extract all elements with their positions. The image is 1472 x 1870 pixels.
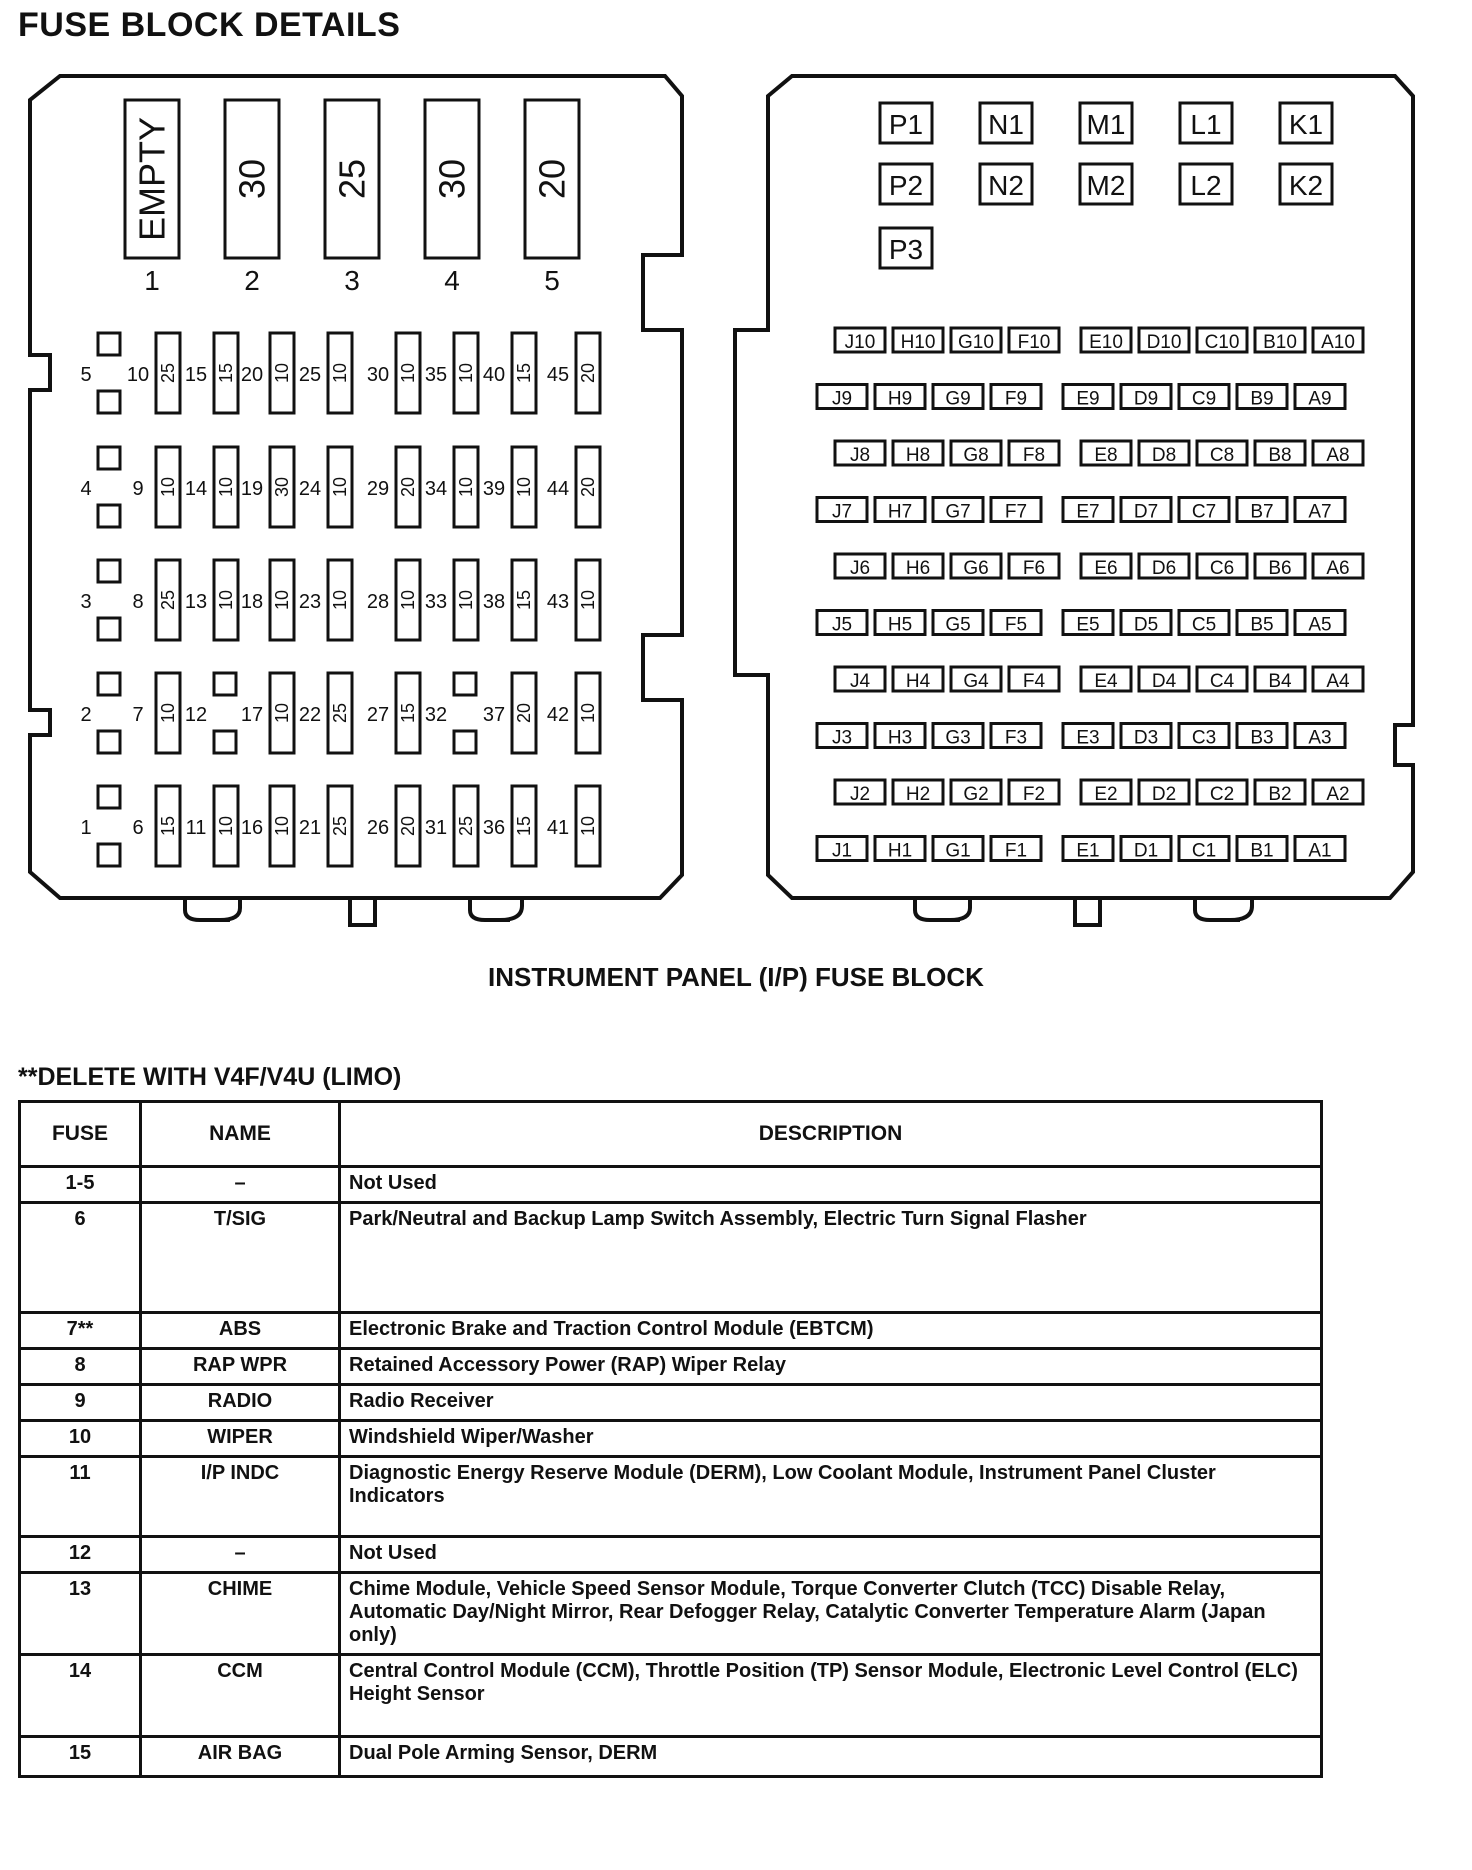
fuse-number: 16	[240, 817, 264, 839]
fuse-number: 22	[298, 704, 322, 726]
terminal-label: B1	[1250, 840, 1274, 862]
relay-label: P3	[888, 234, 924, 265]
big-fuse-position: 1	[144, 265, 160, 296]
cell-name: WIPER	[141, 1421, 340, 1457]
terminal-label: G3	[945, 727, 971, 749]
cell-name: CHIME	[141, 1573, 340, 1655]
big-fuse-position: 4	[444, 265, 460, 296]
fuse-number: 10	[126, 364, 150, 386]
relay-label: L1	[1190, 109, 1222, 140]
terminal-label: H4	[905, 671, 931, 692]
mini-fuse-value: 10	[216, 589, 236, 611]
fuse-number: 28	[366, 591, 390, 613]
mini-fuse-value: 25	[158, 362, 178, 384]
fuse-number: 39	[482, 478, 506, 500]
terminal-label: C1	[1191, 840, 1217, 862]
empty-socket	[214, 731, 236, 753]
table-row	[20, 1573, 1322, 1655]
mini-fuse-value: 15	[514, 589, 534, 611]
terminal-label: G10	[958, 332, 994, 353]
relay-label: K2	[1288, 170, 1324, 201]
terminal-label: A4	[1326, 671, 1350, 692]
terminal-label: E7	[1076, 501, 1100, 523]
terminal-label: H2	[905, 784, 931, 805]
terminal-label: J1	[831, 840, 853, 862]
terminal-label: H8	[905, 445, 931, 466]
relay-socket	[98, 447, 120, 469]
cell-description: Windshield Wiper/Washer	[340, 1421, 1322, 1457]
mini-fuse-value: 25	[456, 815, 476, 837]
empty-socket	[454, 731, 476, 753]
big-fuse-value: 25	[331, 158, 373, 200]
terminal-label: G1	[945, 840, 971, 862]
cell-fuse: 12	[20, 1537, 141, 1573]
terminal-label: D6	[1151, 558, 1177, 579]
fuse-row	[80, 560, 600, 640]
mini-fuse-value: 10	[272, 702, 292, 724]
terminal-label: F2	[1022, 784, 1046, 805]
terminal-label: B6	[1268, 558, 1292, 579]
cell-name: ABS	[141, 1313, 340, 1349]
mini-fuse-value: 10	[272, 589, 292, 611]
mini-fuse-value: 25	[330, 702, 350, 724]
fuse-row	[80, 786, 600, 866]
empty-socket	[214, 673, 236, 695]
cell-description: Radio Receiver	[340, 1385, 1322, 1421]
terminal-label: G7	[945, 501, 971, 523]
terminal-label: C4	[1209, 671, 1235, 692]
terminal-label: D7	[1133, 501, 1159, 523]
terminal-label: E4	[1094, 671, 1118, 692]
terminal-label: G2	[963, 784, 989, 805]
fuse-number: 18	[240, 591, 264, 613]
terminal-label: F4	[1022, 671, 1046, 692]
fuse-number: 33	[424, 591, 448, 613]
mini-fuse-value: 10	[158, 702, 178, 724]
fuse-row-label: 5	[80, 364, 92, 386]
terminal-label: C3	[1191, 727, 1217, 749]
big-fuse	[325, 100, 379, 296]
terminal-label: C5	[1191, 614, 1217, 636]
fuse-number: 36	[482, 817, 506, 839]
table-header-row	[20, 1102, 1322, 1167]
empty-socket	[454, 673, 476, 695]
header-description: DESCRIPTION	[340, 1102, 1322, 1167]
mini-fuse-value: 15	[398, 702, 418, 724]
terminal-label: E8	[1094, 445, 1118, 466]
table-row	[20, 1349, 1322, 1385]
big-fuse-position: 3	[344, 265, 360, 296]
table-row	[20, 1203, 1322, 1313]
mini-fuse-value: 20	[398, 476, 418, 498]
cell-description: Electronic Brake and Traction Control Module (EBTCM)	[340, 1313, 1322, 1349]
terminal-label: J8	[849, 445, 871, 466]
terminal-label: H5	[887, 614, 913, 636]
left-block-feet	[185, 898, 522, 925]
cell-fuse: 9	[20, 1385, 141, 1421]
mini-fuse-value: 15	[514, 362, 534, 384]
mini-fuse-value: 10	[578, 702, 598, 724]
fuse-row-label: 4	[80, 478, 92, 500]
big-fuse	[525, 100, 579, 296]
terminal-label: C2	[1209, 784, 1235, 805]
cell-name: T/SIG	[141, 1203, 340, 1313]
terminal-label: D1	[1133, 840, 1159, 862]
cell-name: I/P INDC	[141, 1457, 340, 1537]
fuse-number: 11	[185, 817, 207, 839]
terminal-label: F10	[1017, 332, 1051, 353]
fuse-number: 8	[132, 591, 144, 613]
terminal-label: A7	[1308, 501, 1332, 523]
terminal-label: A6	[1326, 558, 1350, 579]
terminal-label: J2	[849, 784, 871, 805]
cell-name: RADIO	[141, 1385, 340, 1421]
table-row	[20, 1457, 1322, 1537]
relay-socket	[98, 786, 120, 808]
fuse-number: 31	[424, 817, 448, 839]
terminal-label: F3	[1004, 727, 1028, 749]
fuse-number: 14	[184, 478, 208, 500]
terminal-label: B9	[1250, 388, 1274, 410]
fuse-row-label: 2	[80, 704, 92, 726]
fuse-number: 20	[240, 364, 264, 386]
table-row	[20, 1313, 1322, 1349]
right-block-feet	[915, 898, 1252, 925]
terminal-label: G8	[963, 445, 989, 466]
terminal-label: C9	[1191, 388, 1217, 410]
table-row	[20, 1537, 1322, 1573]
cell-fuse: 13	[20, 1573, 141, 1655]
relay-socket	[98, 333, 120, 355]
mini-fuse-value: 20	[398, 815, 418, 837]
fuse-number: 24	[298, 478, 322, 500]
fuse-number: 43	[546, 591, 570, 613]
fuse-number: 44	[546, 478, 570, 500]
terminal-label: J4	[849, 671, 871, 692]
fuse-number: 7	[132, 704, 144, 726]
terminal-label: F6	[1022, 558, 1046, 579]
big-fuse	[225, 100, 279, 296]
cell-fuse: 6	[20, 1203, 141, 1313]
terminal-label: J9	[831, 388, 853, 410]
fuse-number: 29	[366, 478, 390, 500]
fuse-description-table	[18, 1100, 1323, 1778]
table-row	[20, 1385, 1322, 1421]
terminal-label: B10	[1263, 332, 1297, 353]
fuse-row-label: 1	[80, 817, 92, 839]
page-title: FUSE BLOCK DETAILS	[18, 6, 401, 44]
mini-fuse-value: 20	[578, 362, 598, 384]
terminal-label: B2	[1268, 784, 1292, 805]
fuse-number: 41	[546, 817, 570, 839]
mini-fuse-value: 10	[398, 362, 418, 384]
cell-description: Diagnostic Energy Reserve Module (DERM), Low Coolant Module, Instrument Panel Cluster Indicators	[340, 1457, 1322, 1537]
cell-fuse: 1-5	[20, 1167, 141, 1203]
terminal-label: J10	[844, 332, 876, 353]
mini-fuse-value: 10	[272, 815, 292, 837]
mini-fuse-value: 25	[330, 815, 350, 837]
mini-fuse-value: 10	[514, 476, 534, 498]
fuse-number: 23	[298, 591, 322, 613]
mini-fuse-value: 10	[578, 589, 598, 611]
terminal-label: E5	[1076, 614, 1100, 636]
mini-fuse-value: 10	[456, 589, 476, 611]
mini-fuse-value: 15	[514, 815, 534, 837]
terminal-label: C7	[1191, 501, 1217, 523]
terminal-label: E3	[1076, 727, 1100, 749]
mini-fuse-value: 10	[398, 589, 418, 611]
terminal-label: F7	[1004, 501, 1028, 523]
fuse-row	[80, 447, 600, 527]
terminal-label: J7	[831, 501, 853, 523]
terminal-label: G4	[963, 671, 989, 692]
relay-label: K1	[1288, 109, 1324, 140]
terminal-label: A5	[1308, 614, 1332, 636]
relay-socket	[98, 673, 120, 695]
cell-fuse: 10	[20, 1421, 141, 1457]
terminal-label: E10	[1089, 332, 1123, 353]
table-row	[20, 1737, 1322, 1777]
terminal-label: E1	[1076, 840, 1100, 862]
terminal-label: H3	[887, 727, 913, 749]
cell-fuse: 7**	[20, 1313, 141, 1349]
fuse-number: 40	[482, 364, 506, 386]
relay-label: N1	[988, 109, 1024, 140]
terminal-label: A3	[1308, 727, 1332, 749]
terminal-label: G6	[963, 558, 989, 579]
terminal-label: C8	[1209, 445, 1235, 466]
terminal-label: J6	[849, 558, 871, 579]
terminal-label: H7	[887, 501, 913, 523]
terminal-label: H10	[900, 332, 936, 353]
big-fuse	[125, 100, 179, 296]
cell-description: Not Used	[340, 1167, 1322, 1203]
mini-fuse-value: 10	[272, 362, 292, 384]
terminal-label: D2	[1151, 784, 1177, 805]
fuse-row	[80, 333, 600, 413]
cell-name: CCM	[141, 1655, 340, 1737]
fuse-number: 45	[546, 364, 570, 386]
big-fuse-position: 2	[244, 265, 260, 296]
fuse-number: 32	[424, 704, 448, 726]
relay-label: L2	[1190, 170, 1222, 201]
cell-name: –	[141, 1167, 340, 1203]
relay-socket	[98, 391, 120, 413]
terminal-label: D4	[1151, 671, 1177, 692]
relay-socket	[98, 844, 120, 866]
terminal-label: J3	[831, 727, 853, 749]
relay-socket	[98, 731, 120, 753]
terminal-label: B8	[1268, 445, 1292, 466]
terminal-label: G5	[945, 614, 971, 636]
mini-fuse-value: 10	[158, 476, 178, 498]
fuse-number: 35	[424, 364, 448, 386]
relay-label: P2	[888, 170, 924, 201]
cell-description: Dual Pole Arming Sensor, DERM	[340, 1737, 1322, 1777]
terminal-label: A1	[1308, 840, 1332, 862]
relay-label: M1	[1086, 109, 1126, 140]
big-fuse-value: 20	[531, 158, 573, 200]
fuse-number: 27	[366, 704, 390, 726]
terminal-label: B4	[1268, 671, 1292, 692]
terminal-label: E9	[1076, 388, 1100, 410]
big-fuse-value: EMPTY	[131, 116, 173, 242]
big-fuse-value: 30	[431, 158, 473, 200]
header-name: NAME	[141, 1102, 340, 1167]
fuse-number: 34	[424, 478, 448, 500]
terminal-label: B5	[1250, 614, 1274, 636]
fuse-number: 6	[132, 817, 144, 839]
terminal-label: H9	[887, 388, 913, 410]
terminal-label: D8	[1151, 445, 1177, 466]
cell-description: Retained Accessory Power (RAP) Wiper Relay	[340, 1349, 1322, 1385]
mini-fuse-value: 15	[158, 815, 178, 837]
terminal-label: A2	[1326, 784, 1350, 805]
terminal-label: D5	[1133, 614, 1159, 636]
fuse-number: 25	[298, 364, 322, 386]
mini-fuse-value: 10	[456, 362, 476, 384]
cell-fuse: 15	[20, 1737, 141, 1777]
cell-description: Not Used	[340, 1537, 1322, 1573]
terminal-label: F8	[1022, 445, 1046, 466]
mini-fuse-value: 10	[330, 362, 350, 384]
terminal-label: E6	[1094, 558, 1118, 579]
mini-fuse-value: 10	[456, 476, 476, 498]
terminal-label: E2	[1094, 784, 1118, 805]
cell-name: –	[141, 1537, 340, 1573]
fuse-number: 19	[240, 478, 264, 500]
fuse-row-label: 3	[80, 591, 92, 613]
diagram-caption: INSTRUMENT PANEL (I/P) FUSE BLOCK	[488, 962, 984, 992]
cell-description: Chime Module, Vehicle Speed Sensor Module, Torque Converter Clutch (TCC) Disable Relay, Automatic Day/Night Mirror, Rear Defogger Relay, Catalytic Converter Temperature Alarm (Japan only)	[340, 1573, 1322, 1655]
fuse-number: 13	[184, 591, 208, 613]
cell-description: Park/Neutral and Backup Lamp Switch Assembly, Electric Turn Signal Flasher	[340, 1203, 1322, 1313]
mini-fuse-value: 10	[578, 815, 598, 837]
fuse-number: 38	[482, 591, 506, 613]
big-fuse-value: 30	[231, 158, 273, 200]
fuse-number: 26	[366, 817, 390, 839]
table-row	[20, 1421, 1322, 1457]
terminal-label: F1	[1004, 840, 1028, 862]
terminal-label: C6	[1209, 558, 1235, 579]
fuse-number: 30	[366, 364, 390, 386]
relay-socket	[98, 560, 120, 582]
fuse-row	[80, 673, 600, 753]
relay-socket	[98, 505, 120, 527]
cell-name: RAP WPR	[141, 1349, 340, 1385]
cell-name: AIR BAG	[141, 1737, 340, 1777]
table-note: **DELETE WITH V4F/V4U (LIMO)	[18, 1063, 402, 1091]
big-fuse-position: 5	[544, 265, 560, 296]
mini-fuse-value: 30	[272, 476, 292, 498]
terminal-label: H6	[905, 558, 931, 579]
table-row	[20, 1167, 1322, 1203]
terminal-label: A10	[1321, 332, 1355, 353]
fuse-number: 21	[298, 817, 322, 839]
fuse-number: 42	[546, 704, 570, 726]
fuse-number: 37	[482, 704, 506, 726]
mini-fuse-value: 20	[578, 476, 598, 498]
terminal-label: H1	[887, 840, 913, 862]
terminal-label: D9	[1133, 388, 1159, 410]
terminal-label: J5	[831, 614, 853, 636]
terminal-label: F9	[1004, 388, 1028, 410]
mini-fuse-value: 10	[216, 815, 236, 837]
table-row	[20, 1655, 1322, 1737]
terminal-label: D3	[1133, 727, 1159, 749]
mini-fuse-value: 10	[330, 476, 350, 498]
header-fuse: FUSE	[20, 1102, 141, 1167]
terminal-label: B7	[1250, 501, 1274, 523]
relay-label: M2	[1086, 170, 1126, 201]
fuse-number: 17	[240, 704, 264, 726]
terminal-label: F5	[1004, 614, 1028, 636]
terminal-label: A8	[1326, 445, 1350, 466]
relay-socket	[98, 618, 120, 640]
relay-label: N2	[988, 170, 1024, 201]
terminal-label: G9	[945, 388, 971, 410]
mini-fuse-value: 20	[514, 702, 534, 724]
cell-fuse: 8	[20, 1349, 141, 1385]
fuse-number: 9	[132, 478, 144, 500]
terminal-label: A9	[1308, 388, 1332, 410]
fuse-number: 12	[184, 704, 208, 726]
cell-description: Central Control Module (CCM), Throttle Position (TP) Sensor Module, Electronic Level Control (ELC) Height Sensor	[340, 1655, 1322, 1737]
terminal-label: C10	[1204, 332, 1240, 353]
cell-fuse: 14	[20, 1655, 141, 1737]
big-fuse	[425, 100, 479, 296]
cell-fuse: 11	[20, 1457, 141, 1537]
mini-fuse-value: 10	[330, 589, 350, 611]
fuse-number: 15	[184, 364, 208, 386]
terminal-label: B3	[1250, 727, 1274, 749]
mini-fuse-value: 15	[216, 362, 236, 384]
mini-fuse-value: 10	[216, 476, 236, 498]
mini-fuse-value: 25	[158, 589, 178, 611]
relay-label: P1	[888, 109, 924, 140]
terminal-label: D10	[1146, 332, 1182, 353]
